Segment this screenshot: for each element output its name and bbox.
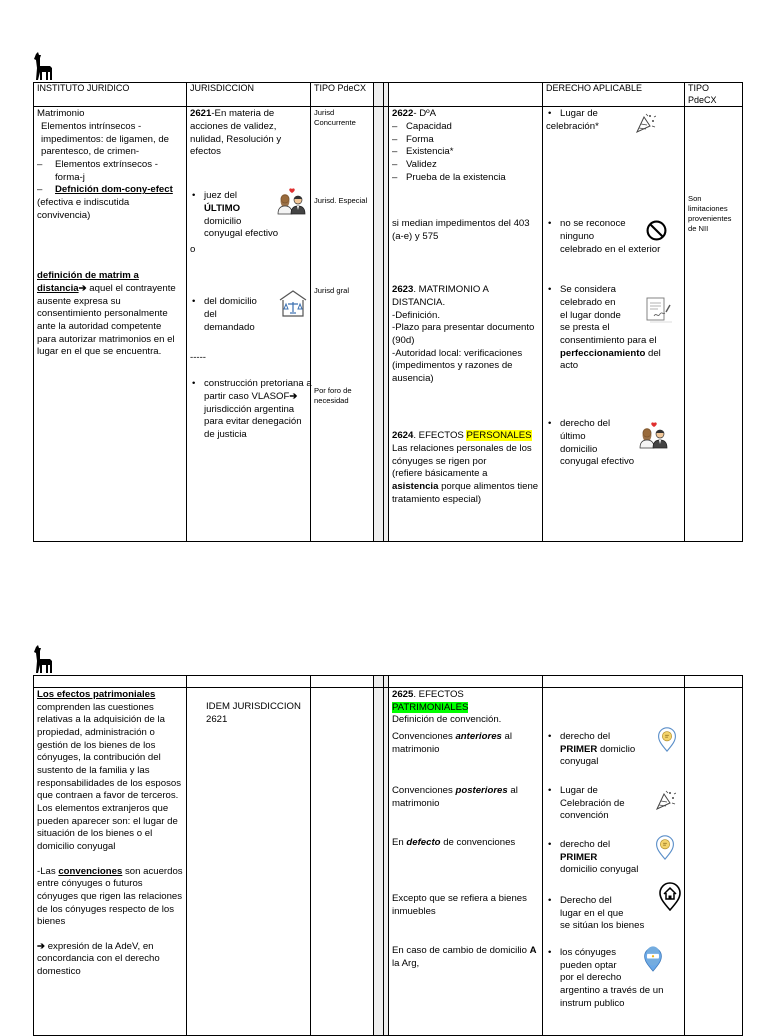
prohibited-icon	[646, 220, 667, 246]
text-matrimonio-distancia: aquel el contrayente ausente expresa su consentimiento personalmente ante la autoridad competente para autorizar matrimonios en el lugar en el que se encuentra.	[37, 283, 176, 358]
text-refiere: (refiere básicamente a	[392, 468, 488, 480]
text-lugar-donde: el lugar donde	[560, 309, 621, 321]
header-empty	[685, 676, 743, 688]
header-instituto: INSTITUTO JURIDICO	[34, 83, 187, 107]
text-derecho-del: • derecho del	[560, 839, 611, 850]
tipo-cell	[685, 107, 743, 542]
arrow-icon: ➔	[78, 283, 87, 295]
table-efectos-patrimoniales	[33, 675, 743, 1036]
header-tipo: TIPO PdeCX	[685, 83, 743, 107]
header-empty	[543, 676, 685, 688]
text-se-presta: se presta el	[560, 322, 610, 334]
list-item: – Existencia*	[392, 146, 539, 159]
arrow-icon: ➔	[37, 940, 46, 952]
text-impedimentos: si median impedimentos del 403 (a-e) y 575	[392, 218, 530, 243]
text-plazo: -Plazo para presentar documento (90d)	[392, 322, 535, 346]
text-al-matrimonio: al matrimonio	[392, 785, 518, 809]
derecho-aplicable-cell	[543, 688, 685, 1036]
text-convenciones: Convenciones	[392, 731, 456, 742]
couple-icon	[638, 422, 669, 455]
tipo-cell	[311, 107, 374, 542]
header-jurisdiccion: JURISDICCION	[187, 83, 311, 107]
highlight-patrimoniales: PATRIMONIALES	[392, 701, 469, 713]
text-elementos-extrinsecos: – Elementos extrínsecos - forma-j	[37, 159, 183, 184]
text-pueden-optar: pueden optar	[560, 959, 617, 971]
couple-icon	[276, 188, 307, 221]
header-empty	[389, 83, 543, 107]
text-construccion-pretoriana: construcción pretoriana a partir caso VLASOF	[204, 378, 312, 403]
text-convencion: convención	[560, 810, 609, 822]
text-jurisd-concurrente: Jurisd Concurrente	[314, 108, 356, 128]
text-por-el-derecho: por el derecho	[560, 972, 622, 984]
text-celebrado-exterior: celebrado en el exterior	[560, 243, 661, 255]
separator-cell	[374, 688, 384, 1036]
text-autoridad-local: -Autoridad local: verificaciones (impedimentos y razones de ausencia)	[392, 347, 523, 384]
header-empty	[389, 676, 543, 688]
text-derecho-del: • Derecho del	[560, 895, 612, 906]
text-primer: PRIMER	[560, 743, 598, 755]
text-perfeccionamiento: perfeccionamiento	[560, 347, 646, 359]
tipo-cell	[311, 688, 374, 1036]
header-derecho-aplicable: DERECHO APLICABLE	[543, 83, 685, 107]
text-matrimonio: Matrimonio	[37, 108, 85, 120]
text-asistencia: asistencia	[392, 481, 439, 492]
text-celebrado-en: celebrado en	[560, 297, 616, 309]
text-convenciones: Convenciones	[392, 785, 456, 796]
article-2625-number: 2625	[392, 689, 414, 700]
text-anteriores: anteriores	[455, 731, 502, 742]
header-empty	[187, 676, 311, 688]
text-juez-del: • juez del	[204, 190, 238, 202]
home-pin-icon	[658, 881, 682, 916]
text-elementos-extranjeros: Los elementos extranjeros que pueden aparecer son: el lugar de situación de los bienes o el domicilio conyugal	[37, 802, 178, 852]
text-conyugal-efectivo: conyugal efectivo	[204, 228, 279, 240]
text-los-conyuges: • los cónyuges	[560, 947, 616, 958]
text-expresion-adev: expresión de la AdeV, en concordancia con el derecho domestico	[37, 940, 160, 978]
text-domicilio-conyugal: domicilio conyugal	[560, 864, 639, 876]
confetti-icon	[654, 789, 676, 816]
article-2625-prefix: . EFECTOS	[413, 689, 464, 700]
text-definicion-matrimonio-distancia: definición de matrim a distancia	[37, 270, 139, 295]
text-del-domicilio: • del domicilio	[204, 296, 257, 308]
text-jurisdiccion-argentina: jurisdicción argentina para evitar denegación de justicia	[204, 403, 302, 440]
location-pin-icon	[654, 833, 676, 866]
text-lugar-de: • Lugar de	[560, 785, 598, 796]
text-foro-necesidad: Por foro de necesidad	[314, 386, 352, 406]
text-conyugal: conyugal	[560, 756, 599, 768]
llama-icon	[32, 52, 54, 80]
article-2624-prefix: . EFECTOS	[413, 430, 467, 442]
text-las: -Las	[37, 865, 59, 877]
text-convivencia: (efectiva e indiscutida convivencia)	[37, 196, 130, 221]
text-acuerdos: son acuerdos entre cónyuges o futuros cónyuges que rigen las relaciones de los cónyuges respecto de los bienes	[37, 865, 183, 928]
text-bienes-inmuebles: Excepto que se refiera a bienes inmuebles	[392, 893, 527, 917]
text-derecho-del: • derecho del	[560, 418, 611, 430]
text-derecho-del: • derecho del	[560, 731, 611, 742]
text-ultimo: último	[560, 431, 586, 443]
text-idem-jurisdiccion: IDEM JURISDICCION 2621	[206, 701, 301, 725]
text-posteriores: posteriores	[455, 785, 508, 796]
argentina-flag-pin-icon	[642, 945, 664, 978]
text-definicion-dom-cony: Defnición dom-cony-efect	[55, 184, 173, 196]
text-de-convenciones: de convenciones	[440, 837, 516, 848]
text-situan-bienes: se sitúan los bienes	[560, 920, 645, 932]
text-consentimiento: consentimiento para el	[560, 335, 657, 346]
table-jurisdiccion-matrimonio	[33, 82, 743, 542]
text-celebracion-de: Celebración de	[560, 797, 625, 809]
text-al-matrimonio: al matrimonio	[392, 731, 512, 755]
text-del-acto: del acto	[560, 347, 661, 372]
header-tipo: TIPO PdeCX	[311, 83, 374, 107]
text-cambio-domicilio: En caso de cambio de domicilio	[392, 945, 530, 956]
text-o: o	[190, 244, 196, 256]
jurisdiccion-cell	[187, 107, 311, 542]
text-se-considera: • Se considera	[560, 284, 616, 296]
article-2623-number: 2623	[392, 284, 414, 296]
article-2621-text: -En materia de acciones de validez, nulidad, Resolución y efectos	[190, 108, 282, 158]
text-primer: PRIMER	[560, 851, 598, 863]
text-lugar-en-que: lugar en el que	[560, 907, 624, 919]
text-alimentos: porque alimentos tiene tratamiento especial)	[392, 481, 539, 505]
article-2622-number: 2622	[392, 108, 414, 120]
instituto-cell	[34, 107, 187, 542]
signed-document-icon	[644, 296, 674, 329]
text-elementos-intrinsecos: Elementos intrínsecos - impedimentos: de ligamen, de parentesco, de crimen-	[41, 121, 169, 158]
separator-cell	[374, 676, 384, 688]
text-en: En	[392, 837, 407, 848]
list-item: – Validez	[392, 159, 539, 172]
llama-icon	[32, 645, 54, 673]
article-2623-title: . MATRIMONIO A DISTANCIA.	[392, 284, 489, 309]
text-domicilio: domicilio	[204, 215, 242, 227]
text-celebracion: celebración*	[546, 121, 599, 133]
text-lugar-de: • Lugar de	[560, 108, 598, 120]
article-2622-text: - DºA	[413, 108, 437, 120]
header-empty	[34, 676, 187, 688]
text-a: A	[529, 945, 537, 956]
text-comprenden: comprenden las cuestiones relativas a la adquisición de la propiedad, administración o gestión de los bienes de los cónyuges, la contribución del sustento de la familia y las responsabilidades de los esposos que contraen a favor de terceros.	[37, 701, 181, 802]
list-item: – Capacidad	[392, 121, 539, 134]
header-empty	[311, 676, 374, 688]
separator-cell	[374, 83, 384, 107]
text-definicion-convencion: Definición de convención.	[392, 714, 502, 726]
text-argentino: argentino a través de un instrum publico	[560, 984, 664, 1009]
list-item: – Prueba de la existencia	[392, 172, 539, 185]
derecho-aplicable-cell	[543, 107, 685, 542]
text-relaciones-personales: Las relaciones personales de los cónyuges se rigen por	[392, 443, 532, 467]
article-2621-number: 2621	[190, 108, 212, 120]
separator-cell	[374, 107, 384, 542]
text-defecto: defecto	[406, 837, 441, 848]
articulos-cell	[389, 688, 543, 1036]
text-definicion: -Definición.	[392, 309, 440, 321]
text-jurisd-especial: Jurisd. Especial	[314, 196, 368, 206]
courthouse-icon	[278, 288, 308, 323]
text-convenciones: convenciones	[58, 865, 123, 877]
list-item: – Forma	[392, 134, 539, 147]
confetti-icon	[634, 112, 656, 139]
text-dashes: -----	[190, 352, 206, 364]
text-limitaciones-nii: Son limitaciones provenientes de NII	[688, 194, 732, 233]
text-domiclio: domiclio	[597, 743, 636, 755]
text-jurisd-gral: Jurisd gral	[314, 286, 350, 296]
text-demandado: demandado	[204, 321, 255, 333]
arrow-icon: ➔	[289, 391, 298, 403]
text-domicilio: domicilio	[560, 443, 598, 455]
text-no-se-reconoce: • no se reconoce	[560, 218, 626, 230]
text-la-arg: la Arg,	[392, 957, 420, 969]
text-efectos-patrimoniales: Los efectos patrimoniales	[37, 689, 156, 700]
text-conyugal-efectivo: conyugal efectivo	[560, 456, 635, 468]
articulos-cell	[389, 107, 543, 542]
highlight-personales: PERSONALES	[466, 430, 532, 442]
text-ninguno: ninguno	[560, 231, 595, 243]
jurisdiccion-cell	[187, 688, 311, 1036]
article-2624-number: 2624	[392, 430, 414, 442]
efectos-patrimoniales-cell	[34, 688, 187, 1036]
text-ultimo: ÚLTIMO	[204, 203, 241, 215]
location-pin-icon	[656, 725, 678, 758]
text-del: del	[204, 309, 217, 321]
